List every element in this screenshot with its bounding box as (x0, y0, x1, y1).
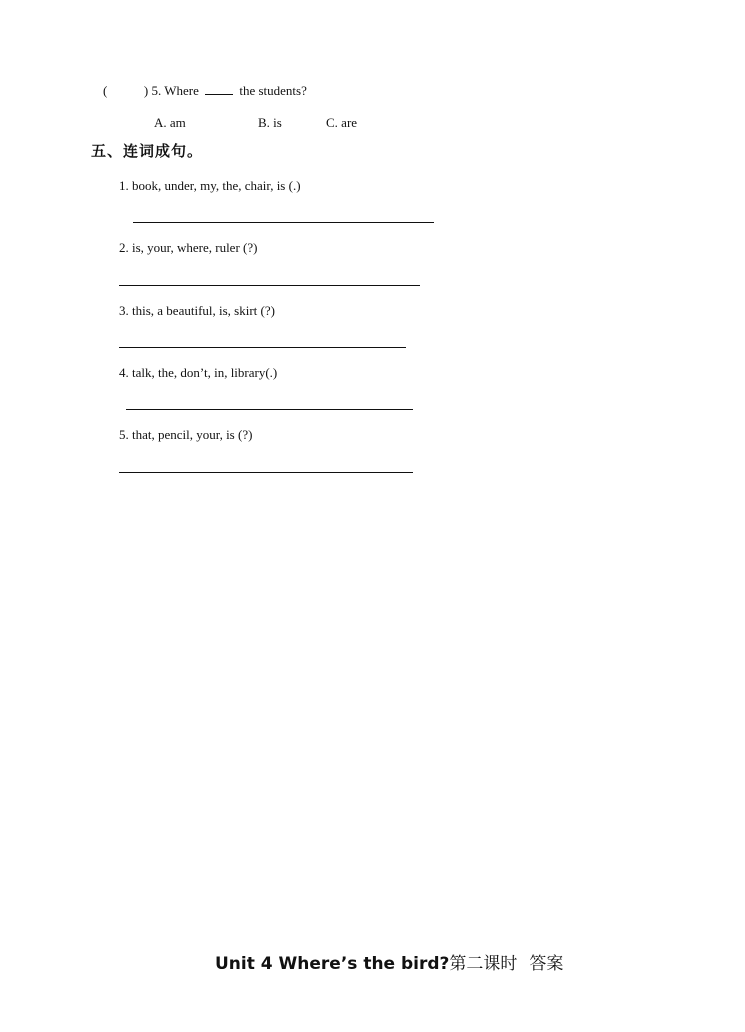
sentence-item-4: 4. talk, the, don’t, in, library(.) (119, 365, 278, 380)
sentence-item-3: 3. this, a beautiful, is, skirt (?) (119, 303, 275, 318)
answer-heading (215, 949, 563, 974)
option-b: B. is (258, 115, 282, 130)
answer-line-1[interactable] (133, 222, 434, 223)
question-text-after: the students? (239, 83, 307, 98)
section-title: 五、连词成句。 (91, 142, 204, 160)
answer-paren-open: ( (103, 83, 108, 98)
sentence-item-1: 1. book, under, my, the, chair, is (.) (119, 178, 301, 193)
answer-paren-close: ) (143, 83, 149, 98)
question-text-before: Where (164, 83, 199, 98)
answer-line-2[interactable] (119, 285, 420, 286)
unit-title: Unit 4 Where’s the bird? (215, 954, 450, 974)
sentence-item-5: 5. that, pencil, your, is (?) (119, 427, 253, 442)
question-number: 5. (151, 83, 162, 98)
sentence-item-2: 2. is, your, where, ruler (?) (119, 240, 258, 255)
option-a: A. am (154, 115, 186, 130)
answer-line-4[interactable] (126, 409, 413, 410)
answer-line-5[interactable] (119, 472, 413, 473)
answer-line-3[interactable] (119, 347, 406, 348)
answer-label: 答案 (529, 954, 564, 974)
option-c: C. are (326, 115, 358, 130)
lesson-label: 第二课时 (449, 954, 518, 974)
fill-blank[interactable] (205, 84, 233, 95)
question-5 (103, 83, 307, 99)
